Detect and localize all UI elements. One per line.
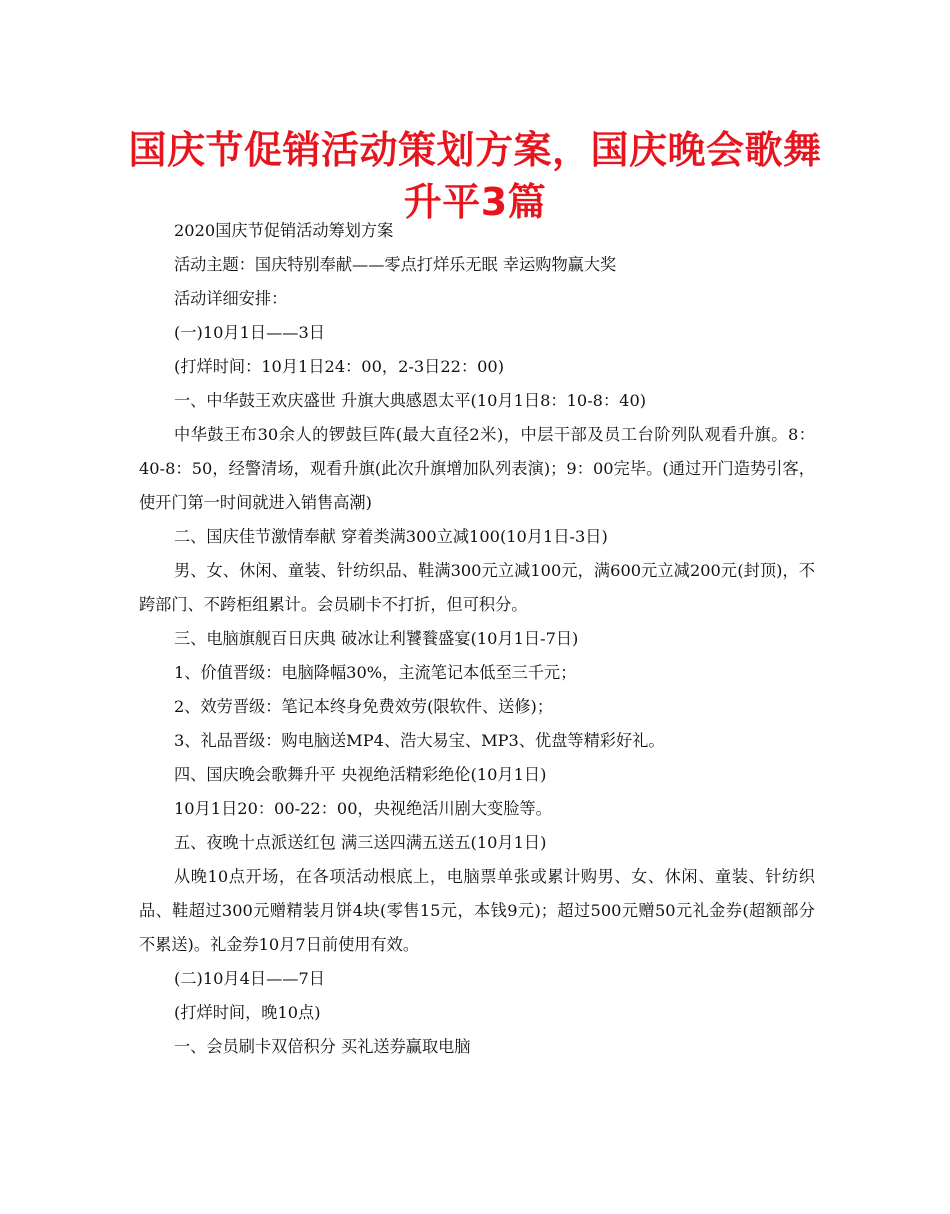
paragraph-theme: 活动主题：国庆特别奉献——零点打烊乐无眠 幸运购物赢大奖 xyxy=(174,255,617,274)
paragraph-closing-time-1: (打烊时间：10月1日24：00，2-3日22：00) xyxy=(174,357,505,376)
paragraph-closing-time-2: (打烊时间，晚10点) xyxy=(174,1003,321,1022)
paragraph-section-1-body: 中华鼓王布30余人的锣鼓巨阵(最大直径2米)，中层干部及员工台阶列队观看升旗。8：40-8：50，经警清场，观看升旗(此次升旗增加队列表演)；9：00完毕。(通过开门造势引客，使开门第一时间就进入销售高潮) xyxy=(139,425,815,512)
title-line-1: 国庆节促销活动策划方案，国庆晚会歌舞 xyxy=(128,128,822,172)
paragraph-section-3-item-3: 3、礼品晋级：购电脑送MP4、浩大易宝、MP3、优盘等精彩好礼。 xyxy=(174,731,665,750)
title-line-2: 升平3篇 xyxy=(403,180,547,224)
paragraph-section-3-item-2: 2、效劳晋级：笔记本终身免费效劳(限软件、送修)； xyxy=(174,697,554,716)
paragraph-section-3-heading: 三、电脑旗舰百日庆典 破冰让利饕餮盛宴(10月1日-7日) xyxy=(174,629,579,648)
paragraph-section-1-heading: 一、中华鼓王欢庆盛世 升旗大典感恩太平(10月1日8：10-8：40) xyxy=(174,391,647,410)
paragraph-section-4-heading: 四、国庆晚会歌舞升平 央视绝活精彩绝伦(10月1日) xyxy=(174,765,547,784)
paragraph-period-2-section-1-heading: 一、会员刷卡双倍积分 买礼送券赢取电脑 xyxy=(174,1037,471,1056)
paragraph-schedule-heading: 活动详细安排： xyxy=(174,289,288,308)
paragraph-section-5-body: 从晚10点开场，在各项活动根底上，电脑票单张或累计购男、女、休闲、童装、针纺织品、鞋超过300元赠精装月饼4块(零售15元，本钱9元)；超过500元赠50元礼金券(超额部分不累送)。礼金券10月7日前使用有效。 xyxy=(139,867,815,954)
document-title xyxy=(100,124,850,228)
paragraph-plan-name: 2020国庆节促销活动筹划方案 xyxy=(174,221,394,240)
document-body xyxy=(139,214,815,1064)
paragraph-period-1: (一)10月1日——3日 xyxy=(174,323,325,342)
paragraph-section-3-item-1: 1、价值晋级：电脑降幅30%，主流笔记本低至三千元； xyxy=(174,663,577,682)
paragraph-section-5-heading: 五、夜晚十点派送红包 满三送四满五送五(10月1日) xyxy=(174,833,547,852)
paragraph-section-2-body: 男、女、休闲、童装、针纺织品、鞋满300元立减100元，满600元立减200元(封顶)，不跨部门、不跨柜组累计。会员刷卡不打折，但可积分。 xyxy=(139,561,815,614)
paragraph-section-4-body: 10月1日20：00-22：00，央视绝活川剧大变脸等。 xyxy=(174,799,552,818)
paragraph-period-2: (二)10月4日——7日 xyxy=(174,969,325,988)
paragraph-section-2-heading: 二、国庆佳节激情奉献 穿着类满300立减100(10月1日-3日) xyxy=(174,527,608,546)
